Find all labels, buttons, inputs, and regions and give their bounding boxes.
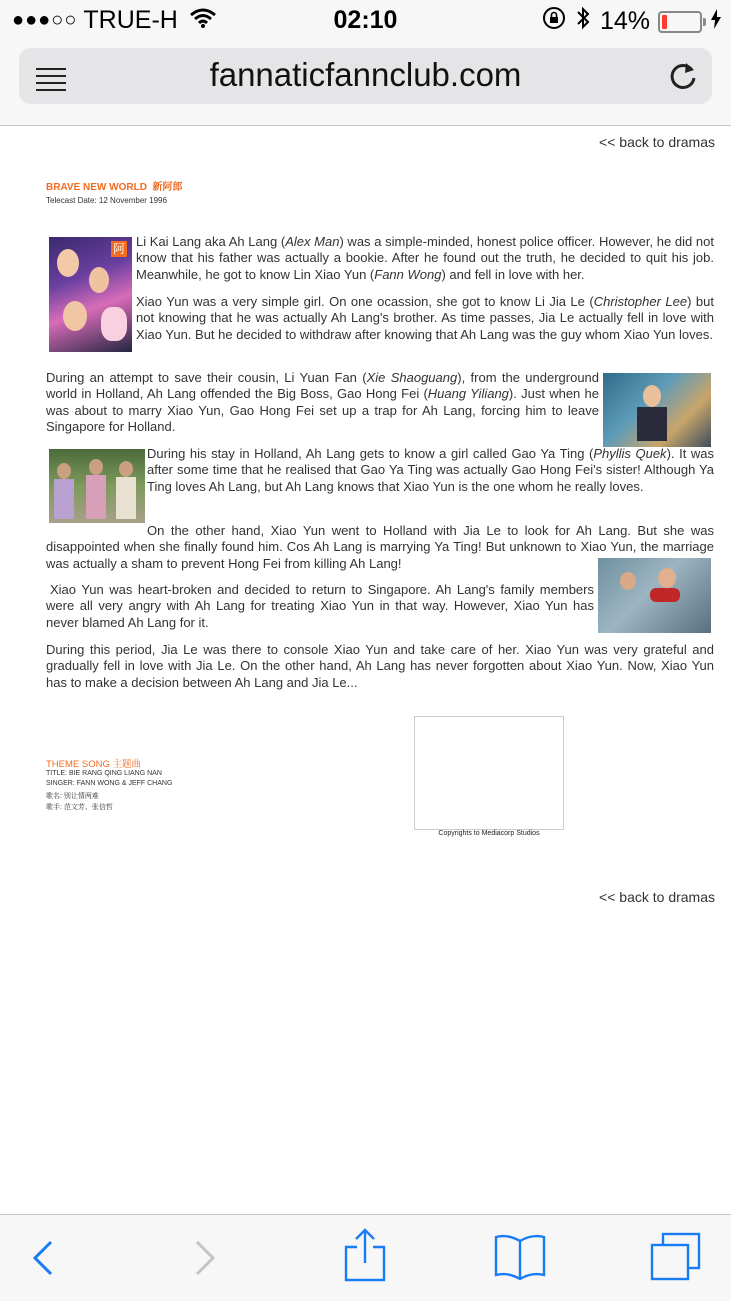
p1-text-b: ) was a simple-minded, honest police officer. However, he did not know that his father was actually a bookie. After he found out the truth, he decided to quit his job. Meanwhile, he got to know Lin Xiao Yun ( [136, 234, 714, 282]
status-right [542, 6, 721, 37]
url-bar[interactable] [19, 48, 712, 104]
p5-text: On the other hand, Xiao Yun went to Holland with Jia Le to look for Ah Lang. But she was disappointed when she finally found him. Cos Ah Lang is marrying Ya Ting! But unknown to Xiao Yun, the marriage was actually a sham to prevent Hong Fei from killing Ah Lang! [46, 523, 714, 571]
synopsis-paragraph-2 [136, 294, 714, 343]
p1-text-a: Li Kai Lang aka Ah Lang ( [136, 234, 286, 249]
theme-song-singer: SINGER: FANN WONG & JEFF CHANG [46, 780, 173, 787]
drama-title [46, 178, 182, 193]
telecast-date: Telecast Date: 12 November 1996 [46, 196, 167, 205]
clock: 02:10 [333, 6, 398, 34]
battery-level [662, 15, 667, 29]
battery-icon [658, 11, 702, 33]
p6-text: Xiao Yun was heart-broken and decided to return to Singapore. Ah Lang's family members were all very angry with Ah Lang for treating Xiao Yun in that way. However, Xiao Yun has never blamed Ah Lang for it. [46, 582, 594, 630]
p4-text-a: During his stay in Holland, Ah Lang gets to know a girl called Gao Ya Ting ( [147, 446, 594, 461]
p3-text-c: ). Just when he was about to marry Xiao Yun, Gao Hong Fei set up a trap for Ah Lang, forcing him to leave Singapore for Holland. [46, 386, 599, 434]
charging-icon [711, 7, 721, 36]
actor-phyllis-quek: Phyllis Quek [593, 446, 667, 461]
scene-image-group [49, 449, 145, 523]
title-english: BRAVE NEW WORLD [46, 182, 147, 193]
browser-toolbar [0, 1214, 731, 1301]
synopsis-paragraph-6 [46, 582, 594, 631]
actor-huang-yiliang: Huang Yiliang [427, 386, 509, 402]
scene-image-water [598, 558, 711, 633]
embedded-video-frame[interactable] [414, 716, 564, 830]
p2-text-a: Xiao Yun was a very simple girl. On one ocassion, she got to know Li Jia Le ( [136, 294, 594, 309]
carrier-name: TRUE-H [83, 6, 178, 34]
theme-song-title-cn: 歌名: 别让情两难 [46, 793, 99, 800]
synopsis-paragraph-7 [46, 642, 714, 691]
synopsis-paragraph-3 [46, 370, 599, 435]
theme-song-title: TITLE: BIE RANG QING LIANG NAN [46, 770, 162, 777]
reload-icon[interactable] [668, 60, 698, 97]
back-icon[interactable] [30, 1239, 56, 1282]
back-to-dramas-link-bottom[interactable]: << back to dramas [599, 889, 715, 905]
theme-song-heading: THEME SONG 主题曲 [46, 759, 142, 770]
actor-fann-wong: Fann Wong [374, 266, 442, 282]
theme-song-singer-cn: 歌手: 范文芳、张信哲 [46, 804, 113, 811]
actor-xie-shaoguang: Xie Shaoguang [366, 370, 458, 385]
share-icon[interactable] [343, 1227, 387, 1288]
forward-icon[interactable] [192, 1239, 218, 1282]
tabs-icon[interactable] [649, 1231, 703, 1288]
signal-strength-icon: ●●●○○ [12, 9, 78, 31]
copyright-caption: Copyrights to Mediacorp Studios [438, 830, 540, 837]
synopsis-paragraph-4 [147, 446, 714, 495]
back-to-dramas-link-top[interactable]: << back to dramas [599, 134, 715, 150]
title-chinese: 新阿郎 [152, 182, 183, 193]
battery-percent: 14% [599, 7, 650, 35]
status-bar [0, 0, 731, 40]
synopsis-paragraph-1 [136, 234, 714, 283]
url-text[interactable]: fannaticfannclub.com [209, 56, 522, 93]
actor-alex-man: Alex Man [285, 234, 340, 249]
browser-address-area [0, 40, 731, 126]
bluetooth-icon [576, 6, 590, 37]
scene-image-kitchen [603, 373, 711, 447]
actor-christopher-lee: Christopher Lee [593, 294, 688, 309]
p1-text-c: ) and fell in love with her. [441, 266, 585, 282]
orientation-lock-icon [542, 6, 566, 37]
battery-cap [703, 18, 706, 26]
web-content [0, 126, 731, 1214]
poster-image: 阿 [49, 237, 132, 352]
p4-text-b: ). It was after some time that he realised that Gao Ya Ting was actually Gao Hong Fei's sister! Although Ya Ting loves Ah Lang, but Ah Lang knows that Xiao Yun is the one whom he really loves. [147, 446, 714, 494]
p2-text-b: ) but not knowing that he was actually Ah Lang's brother. As time passes, Jia Le actually fell in love with Xiao Yun. But he decided to withdraw after knowing that Ah Lang was the guy whom Xiao Yun loves. [136, 294, 715, 342]
p3-text-a: During an attempt to save their cousin, Li Yuan Fan ( [46, 370, 367, 385]
p3-text-b: ), from the underground world in Holland, Ah Lang offended the Big Boss, Gao Hong Fei ( [46, 370, 600, 402]
p7-text: During this period, Jia Le was there to console Xiao Yun and take care of her. Xiao Yun was very grateful and gradually fell in love with Jia Le. On the other hand, Ah Lang has never forgotten about Xiao Yun. Now, Xiao Yun has to make a decision between Ah Lang and Jia Le... [46, 642, 714, 690]
bookmarks-icon[interactable] [493, 1233, 547, 1286]
